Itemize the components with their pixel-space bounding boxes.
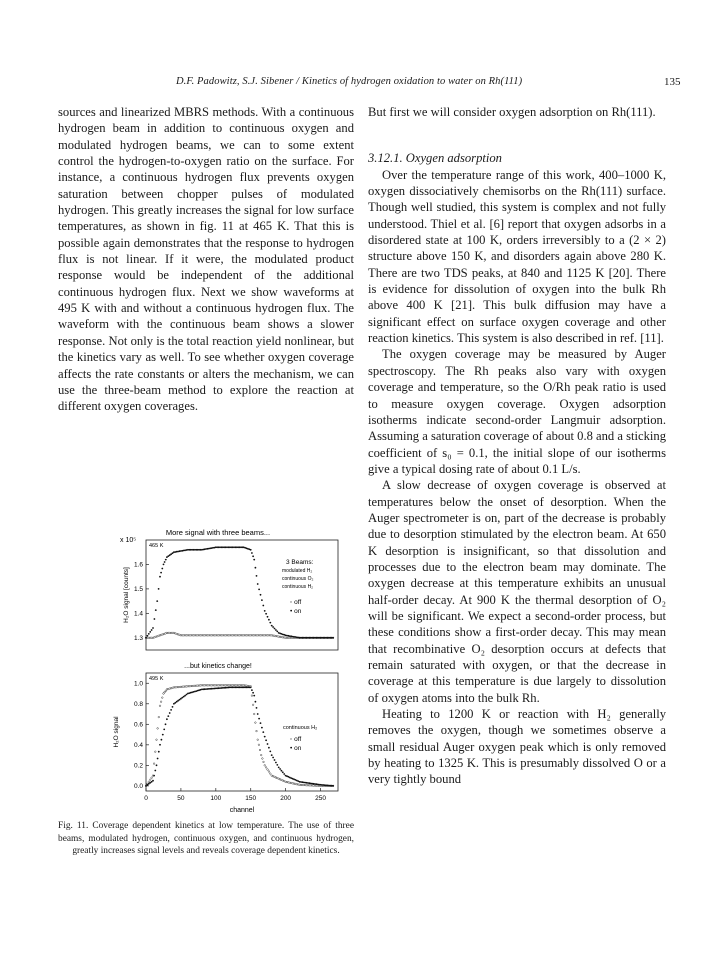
- data-point-on: [157, 758, 159, 760]
- x-tick-label: 100: [210, 795, 222, 802]
- data-point-on: [251, 689, 253, 691]
- data-point-on: [269, 622, 271, 624]
- page-header: [0, 76, 720, 92]
- data-point-off: [253, 713, 255, 715]
- data-point-on: [162, 734, 164, 736]
- data-point-on: [170, 709, 172, 711]
- data-point-on: [158, 588, 160, 590]
- data-point-off: [251, 695, 253, 697]
- data-point-off: [257, 739, 259, 741]
- data-point-on: [250, 687, 252, 689]
- data-point-on: [149, 631, 151, 633]
- data-point-on: [163, 729, 165, 731]
- data-point-on: [252, 692, 254, 694]
- data-point-off: [158, 716, 160, 718]
- data-point-off: [262, 758, 264, 760]
- data-point-on: [155, 609, 157, 611]
- data-point-off: [260, 754, 262, 756]
- data-point-off: [263, 761, 265, 763]
- intro-paragraph: But first we will consider oxygen adsorption on Rh(111).: [368, 105, 656, 119]
- y-tick-label: 1.4: [133, 610, 143, 618]
- data-point-on: [160, 572, 162, 574]
- bottom-x-axis-label: channel: [229, 807, 255, 814]
- running-head: D.F. Padowitz, S.J. Sibener / Kinetics of hydrogen oxidation to water on Rh(111): [176, 76, 523, 87]
- data-point-on: [151, 781, 153, 783]
- data-point-on: [276, 764, 278, 766]
- left-column: [58, 104, 354, 415]
- data-point-on: [154, 618, 156, 620]
- bottom-temp-label: 495 K: [149, 676, 164, 682]
- bottom-y-axis-label: H₂O signal: [113, 716, 120, 748]
- data-point-on: [169, 712, 171, 714]
- bottom-legend-line: continuous H₂: [283, 725, 318, 731]
- figure-11: [58, 528, 354, 868]
- legend-line-3: continuous H₂: [282, 584, 314, 590]
- body-paragraph: Over the temperature range of this work, 400–1000 K, oxygen dissociatively chemisorbs on the Rh(111) surface. Though well studied, this system is complex and not fully understood. Thiel et al. [6] report that oxygen adsorbs in a disordered state at 100 K, orders irreversibly to a (2 × 2) structure above 150 K, and disorders again above 280 K. There are two TDS peaks, at 840 and 1125 K [20]. There is evidence for dissolution of oxygen into the bulk Rh above 400 K [21]. This bulk diffusion may have a significant effect on surface oxygen coverage and other reaction kinetics. This system is also described in ref. [11].: [368, 167, 666, 346]
- y-tick-label: 0.4: [133, 741, 143, 749]
- data-point-on: [283, 773, 285, 775]
- data-point-off: [159, 705, 161, 707]
- data-point-on: [271, 754, 273, 756]
- section-title: 3.12.1. Oxygen adsorption: [368, 151, 502, 166]
- data-point-off: [265, 767, 267, 769]
- data-point-on: [151, 629, 153, 631]
- data-point-on: [250, 549, 252, 551]
- data-point-on: [260, 722, 262, 724]
- data-point-on: [276, 631, 278, 633]
- data-point-on: [272, 626, 274, 628]
- data-point-off: [164, 691, 166, 693]
- data-point-on: [156, 600, 158, 602]
- data-point-on: [332, 785, 334, 787]
- data-point-on: [172, 706, 174, 708]
- data-point-on: [255, 701, 257, 703]
- data-point-on: [152, 780, 154, 782]
- data-point-on: [147, 635, 149, 637]
- right-column: [368, 104, 666, 788]
- y-tick-label: 1.0: [133, 680, 143, 688]
- data-point-on: [252, 555, 254, 557]
- legend-on: • on: [290, 608, 302, 615]
- data-point-on: [282, 771, 284, 773]
- data-point-on: [253, 559, 255, 561]
- y-tick-label: 0.6: [133, 721, 143, 729]
- data-point-off: [151, 777, 153, 779]
- data-point-on: [264, 736, 266, 738]
- figure-caption: Fig. 11. Coverage dependent kinetics at low temperature. The use of three beams, modulated hydrogen, continuous oxygen, and continuous hydrogen, greatly increases signal levels and reveals coverage dependent kinetics.: [58, 821, 354, 857]
- data-point-on: [158, 751, 160, 753]
- data-point-off: [157, 728, 159, 730]
- data-point-off: [270, 773, 272, 775]
- data-point-off: [162, 697, 164, 699]
- data-point-on: [165, 559, 167, 561]
- legend-off: ◦ off: [290, 599, 302, 606]
- data-point-on: [154, 770, 156, 772]
- data-point-on: [264, 610, 266, 612]
- data-point-on: [253, 695, 255, 697]
- data-point-on: [148, 633, 150, 635]
- data-point-on: [180, 698, 182, 700]
- data-point-on: [184, 695, 186, 697]
- top-panel-title: More signal with three beams...: [165, 528, 271, 537]
- scale-label: x 10⁵: [120, 537, 137, 544]
- y-tick-label: 0.0: [133, 782, 143, 790]
- data-point-off: [252, 704, 254, 706]
- data-point-on: [159, 744, 161, 746]
- data-point-on: [265, 739, 267, 741]
- x-tick-label: 150: [245, 795, 257, 802]
- x-tick-label: 250: [315, 795, 326, 802]
- data-point-on: [267, 616, 269, 618]
- data-point-on: [260, 594, 262, 596]
- data-point-on: [256, 707, 258, 709]
- y-tick-label: 1.6: [133, 561, 143, 569]
- y-tick-label: 1.5: [133, 585, 143, 593]
- data-point-on: [258, 589, 260, 591]
- data-point-on: [261, 599, 263, 601]
- data-point-off: [256, 730, 258, 732]
- data-point-on: [267, 743, 269, 745]
- top-temp-label: 465 K: [149, 543, 164, 549]
- data-point-on: [262, 605, 264, 607]
- data-point-off: [160, 701, 162, 703]
- x-tick-label: 200: [280, 795, 292, 802]
- data-point-off: [258, 744, 260, 746]
- body-paragraph: The oxygen coverage may be measured by Auger spectroscopy. The Rh peaks also vary with oxygen coverage and temperature, so the O/Rh peak ratio is used to measure oxygen coverage. Oxygen adsorption isotherms indicate second-order Langmuir adsorption. Assuming a saturation coverage of about 0.8 and a sticking coefficient of s₀ = 0.1, the initial slope of our isotherms give a typical dosing rate of about 0.1 L/s.: [368, 347, 666, 476]
- data-point-on: [261, 727, 263, 729]
- data-point-on: [165, 723, 167, 725]
- bottom-legend-on: • on: [290, 745, 302, 752]
- data-point-on: [159, 576, 161, 578]
- data-point-on: [257, 713, 259, 715]
- data-point-on: [145, 785, 147, 787]
- data-point-on: [256, 575, 258, 577]
- data-point-on: [156, 764, 158, 766]
- data-point-on: [164, 561, 166, 563]
- data-point-off: [264, 765, 266, 767]
- bottom-series: [145, 685, 334, 787]
- data-point-off: [153, 763, 155, 765]
- data-point-on: [278, 767, 280, 769]
- data-point-on: [152, 627, 154, 629]
- data-point-on: [274, 628, 276, 630]
- top-y-axis-label: H₂O signal [counts]: [123, 567, 130, 623]
- bottom-y-ticks: [134, 680, 149, 790]
- data-point-off: [155, 751, 157, 753]
- data-point-off: [259, 749, 261, 751]
- spacer: [368, 120, 666, 150]
- x-tick-label: 50: [177, 795, 185, 802]
- data-point-on: [279, 768, 281, 770]
- data-point-on: [262, 731, 264, 733]
- bottom-legend-off: ◦ off: [290, 736, 302, 743]
- bottom-plot-frame: [146, 673, 338, 791]
- data-point-on: [145, 637, 147, 639]
- figure-11-plots: [58, 528, 354, 818]
- data-point-on: [166, 718, 168, 720]
- data-point-on: [275, 629, 277, 631]
- data-point-on: [161, 739, 163, 741]
- top-y-ticks: [134, 561, 149, 641]
- data-point-on: [161, 568, 163, 570]
- data-point-off: [267, 769, 269, 771]
- data-point-on: [255, 567, 257, 569]
- data-point-off: [156, 739, 158, 741]
- y-tick-label: 0.2: [133, 762, 143, 770]
- legend-line-1: modulated H₂: [282, 568, 313, 574]
- data-point-off: [255, 722, 257, 724]
- bottom-panel-title: ...but kinetics change!: [184, 663, 252, 670]
- data-point-on: [281, 770, 283, 772]
- data-point-on: [153, 775, 155, 777]
- bottom-x-ticks: [144, 788, 326, 802]
- data-point-on: [274, 759, 276, 761]
- data-point-on: [268, 619, 270, 621]
- data-point-off: [149, 779, 151, 781]
- data-point-off: [148, 781, 150, 783]
- data-point-on: [163, 564, 165, 566]
- data-point-on: [268, 747, 270, 749]
- data-point-on: [265, 613, 267, 615]
- data-point-on: [275, 762, 277, 764]
- data-point-on: [258, 718, 260, 720]
- data-point-on: [257, 583, 259, 585]
- y-tick-label: 0.8: [133, 700, 143, 708]
- data-point-on: [251, 552, 253, 554]
- legend-title: 3 Beams:: [286, 559, 314, 566]
- y-tick-label: 1.3: [133, 634, 143, 642]
- data-point-off: [268, 771, 270, 773]
- x-tick-label: 0: [144, 795, 148, 802]
- data-point-on: [167, 715, 169, 717]
- data-point-on: [269, 751, 271, 753]
- data-point-on: [271, 625, 273, 627]
- data-point-on: [272, 757, 274, 759]
- body-paragraph: A slow decrease of oxygen coverage is observed at temperatures below the onset of desorption. When the Auger spectrometer is on, part of the decrease is probably due to desorption stimulated by the electron beam. At 650 K desorption is insignificant, so that dissolution and processes due to the electron beam may dominate. The oxygen decrease at this temperature exhibits an unusual half-order decay. At 900 K the thermal desorption of O₂ will be significant. We expect a second-order process, but these conditions show a first-order decay. This may mean that recombinative O₂ desorption occurs at defects that remain saturated with oxygen, or that the decrease in coverage at this temperature is due largely to dissolution of oxygen atoms into the bulk Rh.: [368, 478, 666, 705]
- data-point-on: [332, 637, 334, 639]
- body-paragraph: Heating to 1200 K or reaction with H₂ generally removes the oxygen, though we sometimes observe a small residual Auger oxygen peak which is only removed by heating to 1325 K. This is presumably dissolved O or a very tightly bound: [368, 707, 666, 787]
- body-paragraph: sources and linearized MBRS methods. With a continuous hydrogen beam in addition to continuous oxygen and modulated hydrogen beams, we can to some extent control the hydrogen-to-oxygen ratio on the surface. For instance, a continuous hydrogen flux prevents oxygen saturation between chopper pulses of modulated hydrogen. This greatly increases the signal for low surface temperatures, as shown in fig. 11 at 465 K. That this is possible again demonstrates that the response to hydrogen flux is not linear. If it were, the modulated product response would be independent of the additional continuous hydrogen flux. Next we show waveforms at 495 K with and without a continuous hydrogen flux. The waveform with the continuous beam shows a slower response. Not only is the total reaction yield nonlinear, but the kinetics vary as well. To see whether oxygen coverage affects the rate constants or alters the mechanism, we can use the three-beam method to explore the reaction at different oxygen coverages.: [58, 105, 354, 414]
- legend-line-2: continuous O₂: [282, 576, 314, 582]
- page-number: 135: [664, 76, 681, 88]
- data-point-on: [174, 702, 176, 704]
